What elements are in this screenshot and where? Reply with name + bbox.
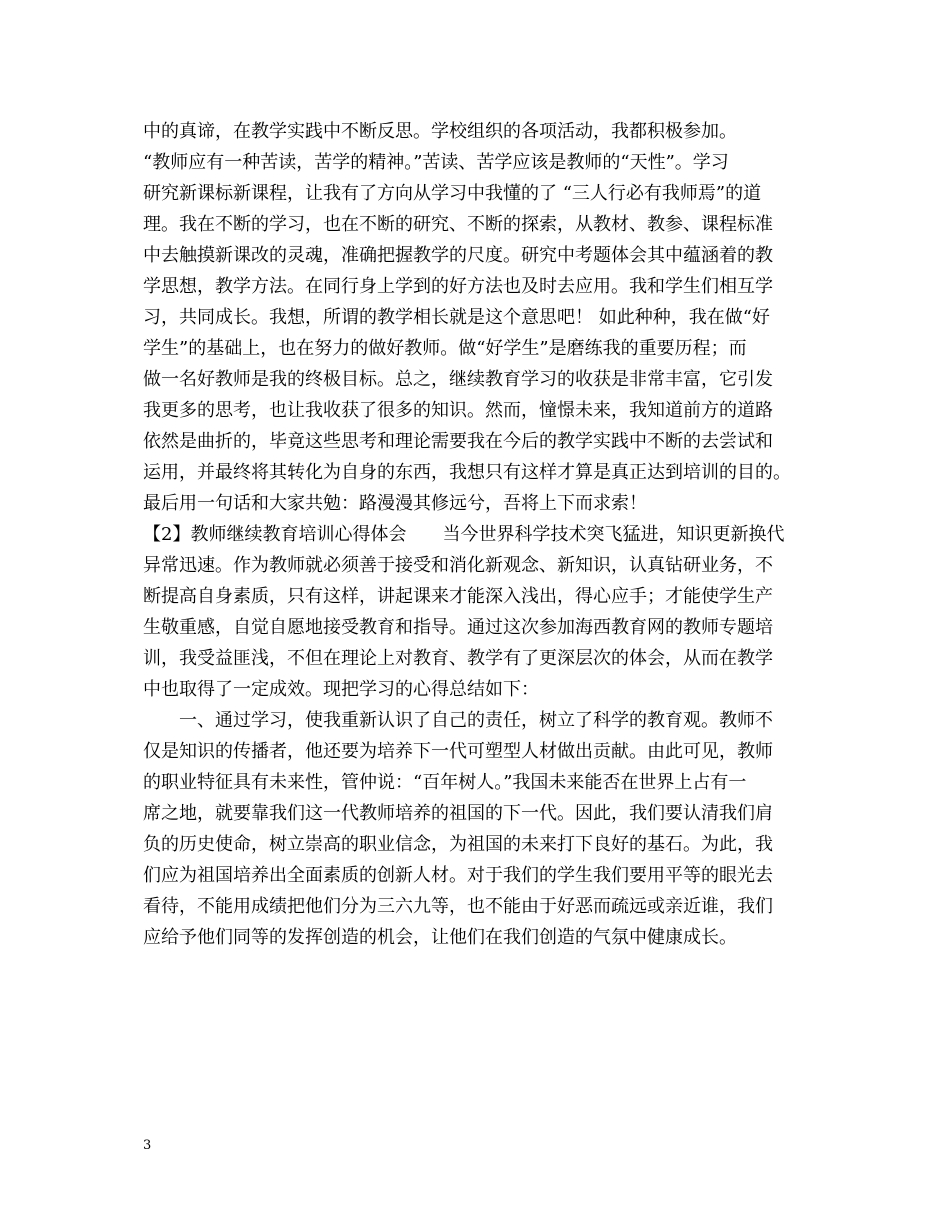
body-text bbox=[143, 116, 843, 953]
text-line: 席之地，就要靠我们这一代教师培养的祖国的下一代。因此，我们要认清我们肩 bbox=[143, 803, 773, 824]
text-line: 应给予他们同等的发挥创造的机会，让他们在我们创造的气氛中健康成长。 bbox=[143, 927, 737, 948]
text-line: 仅是知识的传播者，他还要为培养下一代可塑型人材做出贡献。由此可见，教师 bbox=[143, 741, 773, 762]
text-line: 中去触摸新课改的灵魂，准确把握教学的尺度。研究中考题体会其中蕴涵着的教 bbox=[143, 245, 773, 266]
text-line: 断提高自身素质，只有这样，讲起课来才能深入浅出，得心应手；才能使学生产 bbox=[143, 586, 773, 607]
text-line: 理。我在不断的学习，也在不断的研究、不断的探索，从教材、教参、课程标准 bbox=[143, 214, 773, 235]
text-line: 我更多的思考，也让我收获了很多的知识。然而，憧憬未来，我知道前方的道路 bbox=[143, 400, 773, 421]
text-line: 最后用一句话和大家共勉：路漫漫其修远兮，吾将上下而求索！ bbox=[143, 493, 647, 514]
text-line: 异常迅速。作为教师就必须善于接受和消化新观念、新知识，认真钻研业务，不 bbox=[143, 555, 773, 576]
text-line: 研究新课标新课程，让我有了方向从学习中我懂的了 “三人行必有我师焉”的道 bbox=[143, 183, 762, 204]
page-number: 3 bbox=[143, 1138, 152, 1153]
text-line: 运用，并最终将其转化为自身的东西，我想只有这样才算是真正达到培训的目的。 bbox=[143, 462, 791, 483]
text-line: 负的历史使命，树立崇高的职业信念，为祖国的未来打下良好的基石。为此，我 bbox=[143, 834, 773, 855]
section-heading-line: 【2】教师继续教育培训心得体会 当今世界科学技术突飞猛进，知识更新换代 bbox=[143, 524, 785, 545]
text-line: 做一名好教师是我的终极目标。总之，继续教育学习的收获是非常丰富，它引发 bbox=[143, 369, 773, 390]
text-line: 生敬重感，自觉自愿地接受教育和指导。通过这次参加海西教育网的教师专题培 bbox=[143, 617, 773, 638]
text-line: 学生”的基础上，也在努力的做好教师。做“好学生”是磨练我的重要历程；而 bbox=[143, 338, 747, 359]
text-line: 习，共同成长。我想，所谓的教学相长就是这个意思吧！ 如此种种，我在做“好 bbox=[143, 307, 770, 328]
text-line: 依然是曲折的，毕竟这些思考和理论需要我在今后的教学实践中不断的去尝试和 bbox=[143, 431, 773, 452]
text-line: 训，我受益匪浅，不但在理论上对教育、教学有了更深层次的体会，从而在教学 bbox=[143, 648, 773, 669]
text-line: 们应为祖国培养出全面素质的创新人材。对于我们的学生我们要用平等的眼光去 bbox=[143, 865, 773, 886]
text-line: 的职业特征具有未来性，管仲说：“百年树人。”我国未来能否在世界上占有一 bbox=[143, 772, 747, 793]
text-line: 中也取得了一定成效。现把学习的心得总结如下： bbox=[143, 679, 539, 700]
text-line: 中的真谛，在教学实践中不断反思。学校组织的各项活动，我都积极参加。 bbox=[143, 121, 737, 142]
text-line: 学思想，教学方法。在同行身上学到的好方法也及时去应用。我和学生们相互学 bbox=[143, 276, 773, 297]
text-line: 看待，不能用成绩把他们分为三六九等，也不能由于好恶而疏远或亲近谁，我们 bbox=[143, 896, 773, 917]
text-line-indented: 一、通过学习，使我重新认识了自己的责任，树立了科学的教育观。教师不 bbox=[179, 710, 773, 731]
text-line: “教师应有一种苦读，苦学的精神。”苦读、苦学应该是教师的“天性”。学习 bbox=[143, 152, 729, 173]
